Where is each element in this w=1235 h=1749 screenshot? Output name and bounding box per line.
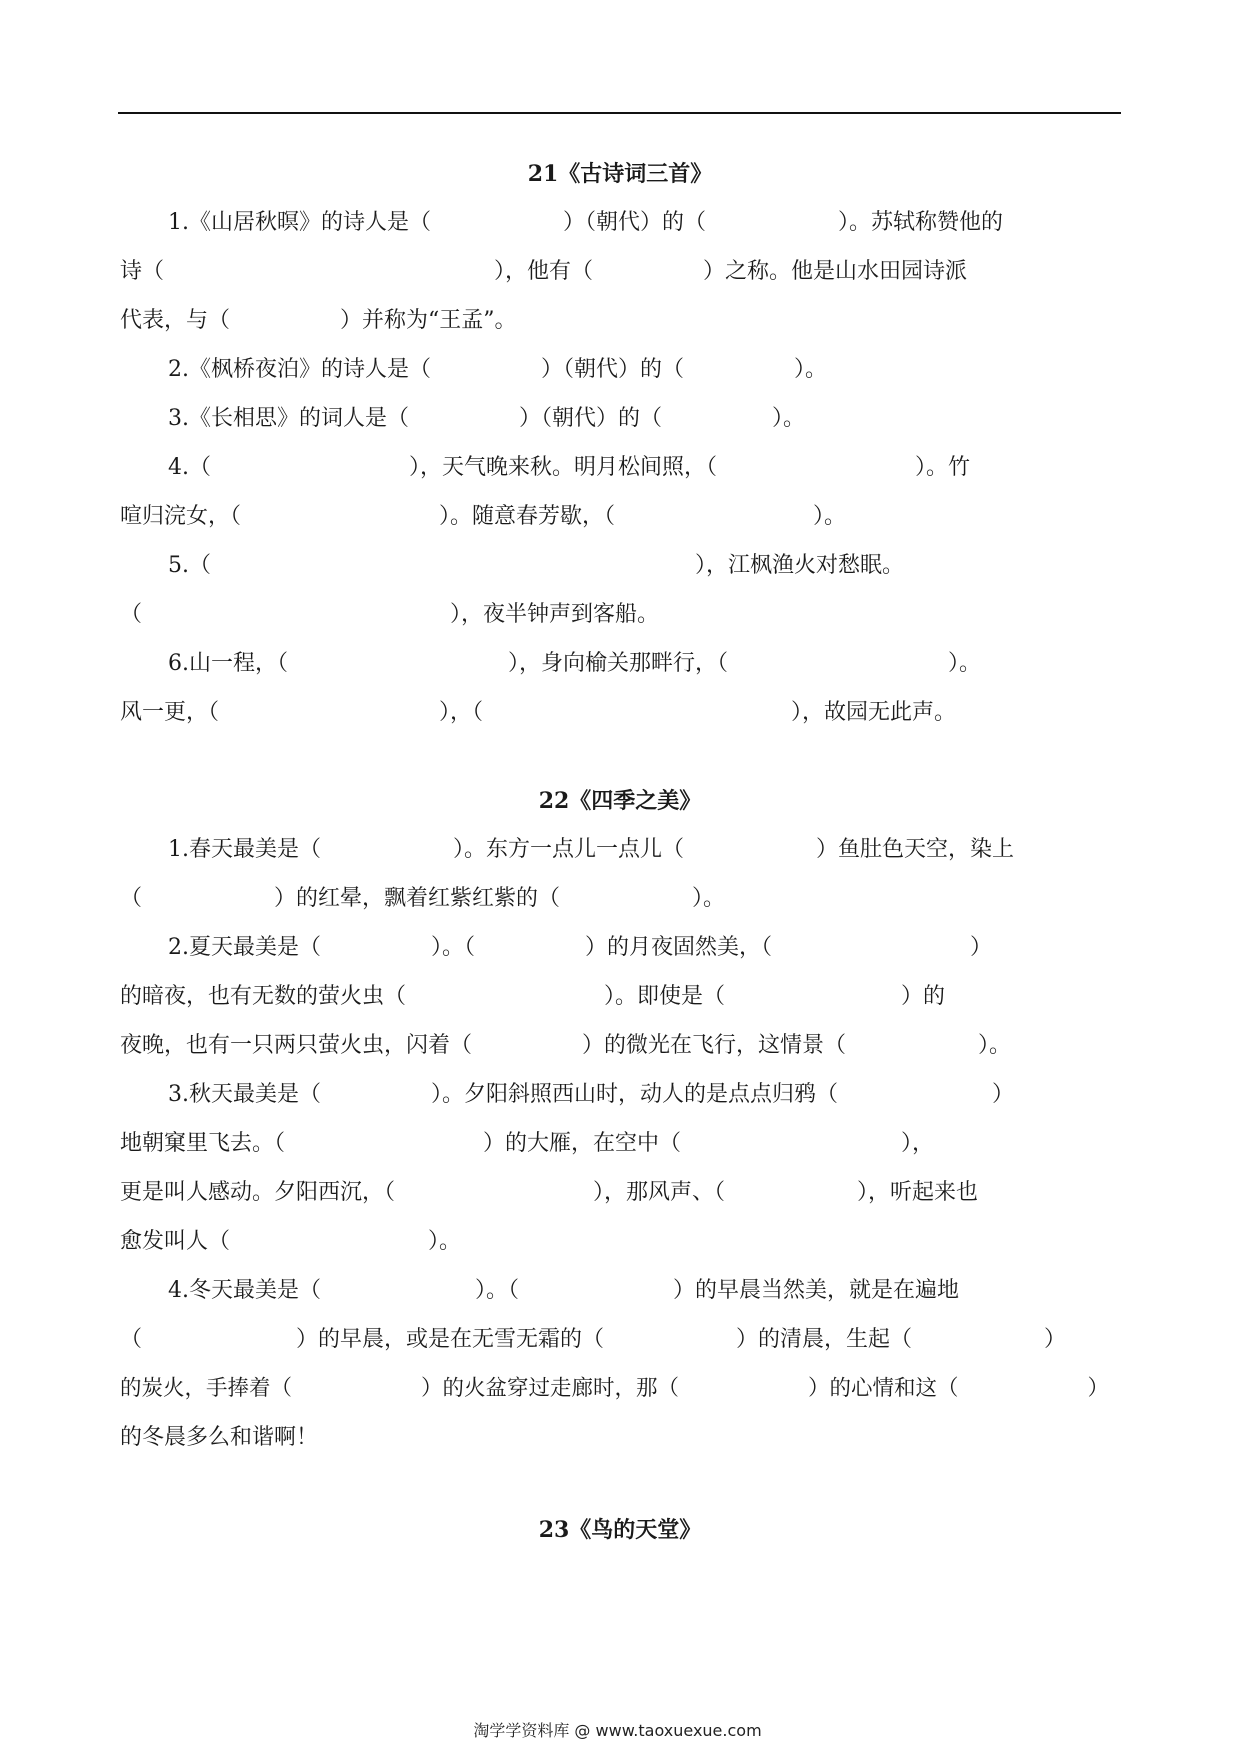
question-line: 更是叫人感动。夕阳西沉，（ ），那风声、（ ），听起来也 xyxy=(120,1180,979,1205)
question-line: 夜晚，也有一只两只萤火虫，闪着（ ）的微光在飞行，这情景（ ）。 xyxy=(120,1033,1012,1058)
question-line: （ ）的早晨，或是在无雪无霜的（ ）的清晨，生起（ ） xyxy=(120,1327,1067,1352)
section-title-21: 21《古诗词三首》 xyxy=(527,161,713,187)
worksheet-content xyxy=(120,150,1120,1554)
footer-watermark: 淘学学资料库 @ www.taoxuexue.com xyxy=(473,1721,762,1740)
question-line: 1.春天最美是（ ）。东方一点儿一点儿（ ）鱼肚色天空，染上 xyxy=(168,837,1014,862)
question-line: 4.冬天最美是（ ）。（ ）的早晨当然美，就是在遍地 xyxy=(168,1278,959,1303)
section-title-23: 23《鸟的天堂》 xyxy=(538,1517,702,1543)
question-line: （ ）的红晕，飘着红紫红紫的（ ）。 xyxy=(120,886,726,911)
question-line: 4.（ ），天气晚来秋。明月松间照，（ ）。竹 xyxy=(168,455,970,480)
question-line: 2.夏天最美是（ ）。（ ）的月夜固然美，（ ） xyxy=(168,935,992,960)
question-line: 代表，与（ ）并称为“王孟”。 xyxy=(120,308,517,333)
question-line: 5.（ ），江枫渔火对愁眠。 xyxy=(168,553,904,578)
question-line: 2.《枫桥夜泊》的诗人是（ ）（朝代）的（ ）。 xyxy=(168,357,827,382)
question-line: 1.《山居秋暝》的诗人是（ ）（朝代）的（ ）。苏轼称赞他的 xyxy=(168,210,1003,235)
question-line: 风一更，（ ），（ ），故园无此声。 xyxy=(120,700,957,725)
question-line: 的冬晨多么和谐啊！ xyxy=(120,1425,319,1450)
question-line: 愈发叫人（ ）。 xyxy=(120,1229,462,1254)
question-line: 3.秋天最美是（ ）。夕阳斜照西山时，动人的是点点归鸦（ ） xyxy=(168,1082,1014,1107)
question-line: 喧归浣女，（ ）。随意春芳歇，（ ）。 xyxy=(120,504,847,529)
question-line: 的暗夜，也有无数的萤火虫（ ）。即使是（ ）的 xyxy=(120,984,946,1009)
question-line: 诗（ ），他有（ ）之称。他是山水田园诗派 xyxy=(120,259,968,284)
question-line: （ ），夜半钟声到客船。 xyxy=(120,602,660,627)
question-line: 6.山一程，（ ），身向榆关那畔行，（ ）。 xyxy=(168,651,981,676)
header-rule xyxy=(118,112,1121,114)
section-title-22: 22《四季之美》 xyxy=(538,788,702,814)
question-line: 的炭火，手捧着（ ）的火盆穿过走廊时，那（ ）的心情和这（ ） xyxy=(120,1376,1110,1401)
question-line: 地朝窠里飞去。（ ）的大雁，在空中（ ）， xyxy=(120,1131,935,1156)
question-line: 3.《长相思》的词人是（ ）（朝代）的（ ）。 xyxy=(168,406,805,431)
